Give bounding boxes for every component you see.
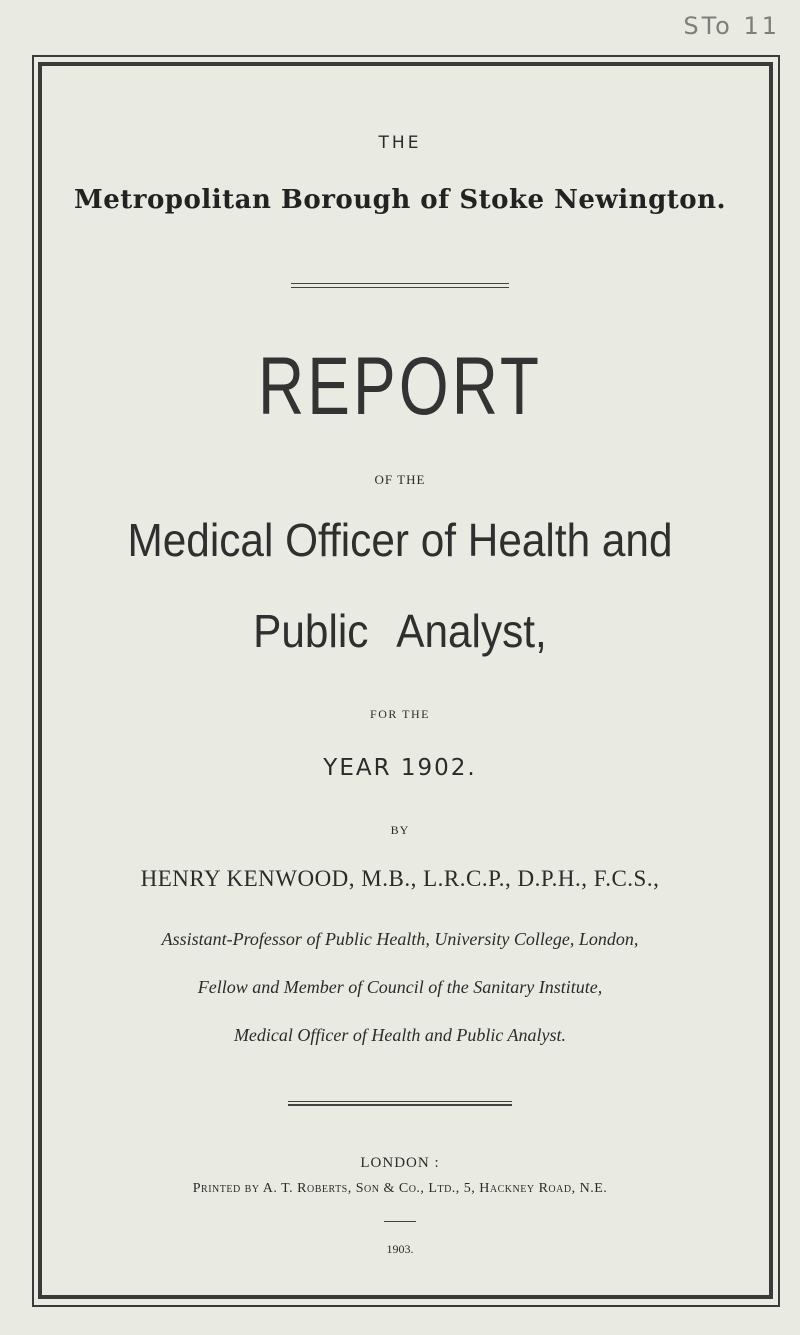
page-border-inner — [38, 62, 773, 1299]
author-credential-1: Assistant-Professor of Public Health, University College, London, — [161, 929, 639, 949]
of-the-label: OF THE — [374, 472, 426, 487]
author-credential-2: Fellow and Member of Council of the Sanitary Institute, — [197, 977, 603, 997]
report-heading: REPORT — [257, 341, 543, 432]
title-the: THE — [378, 133, 422, 153]
report-year: YEAR 1902. — [323, 755, 477, 781]
catalog-mark: STo 11 — [683, 12, 780, 40]
imprint-city: LONDON : — [360, 1155, 440, 1171]
title-divider — [291, 283, 509, 288]
office-title-line-1: Medical Officer of Health and — [127, 514, 673, 566]
imprint-date: 1903. — [386, 1242, 414, 1256]
borough-name: Metropolitan Borough of Stoke Newington. — [73, 185, 727, 215]
by-label: BY — [390, 823, 410, 837]
imprint-printer: Printed by A. T. Roberts, Son & Co., Ltd., 5, Hackney Road, N.E. — [192, 1181, 608, 1196]
office-title-line-2: Public Analyst, — [253, 605, 547, 657]
author-credential-3: Medical Officer of Health and Public Analyst. — [233, 1025, 567, 1045]
for-the-label: FOR THE — [370, 707, 430, 721]
author-name: HENRY KENWOOD, M.B., L.R.C.P., D.P.H., F.C.S., — [140, 866, 660, 891]
imprint-divider — [288, 1101, 512, 1106]
date-divider — [384, 1221, 416, 1222]
